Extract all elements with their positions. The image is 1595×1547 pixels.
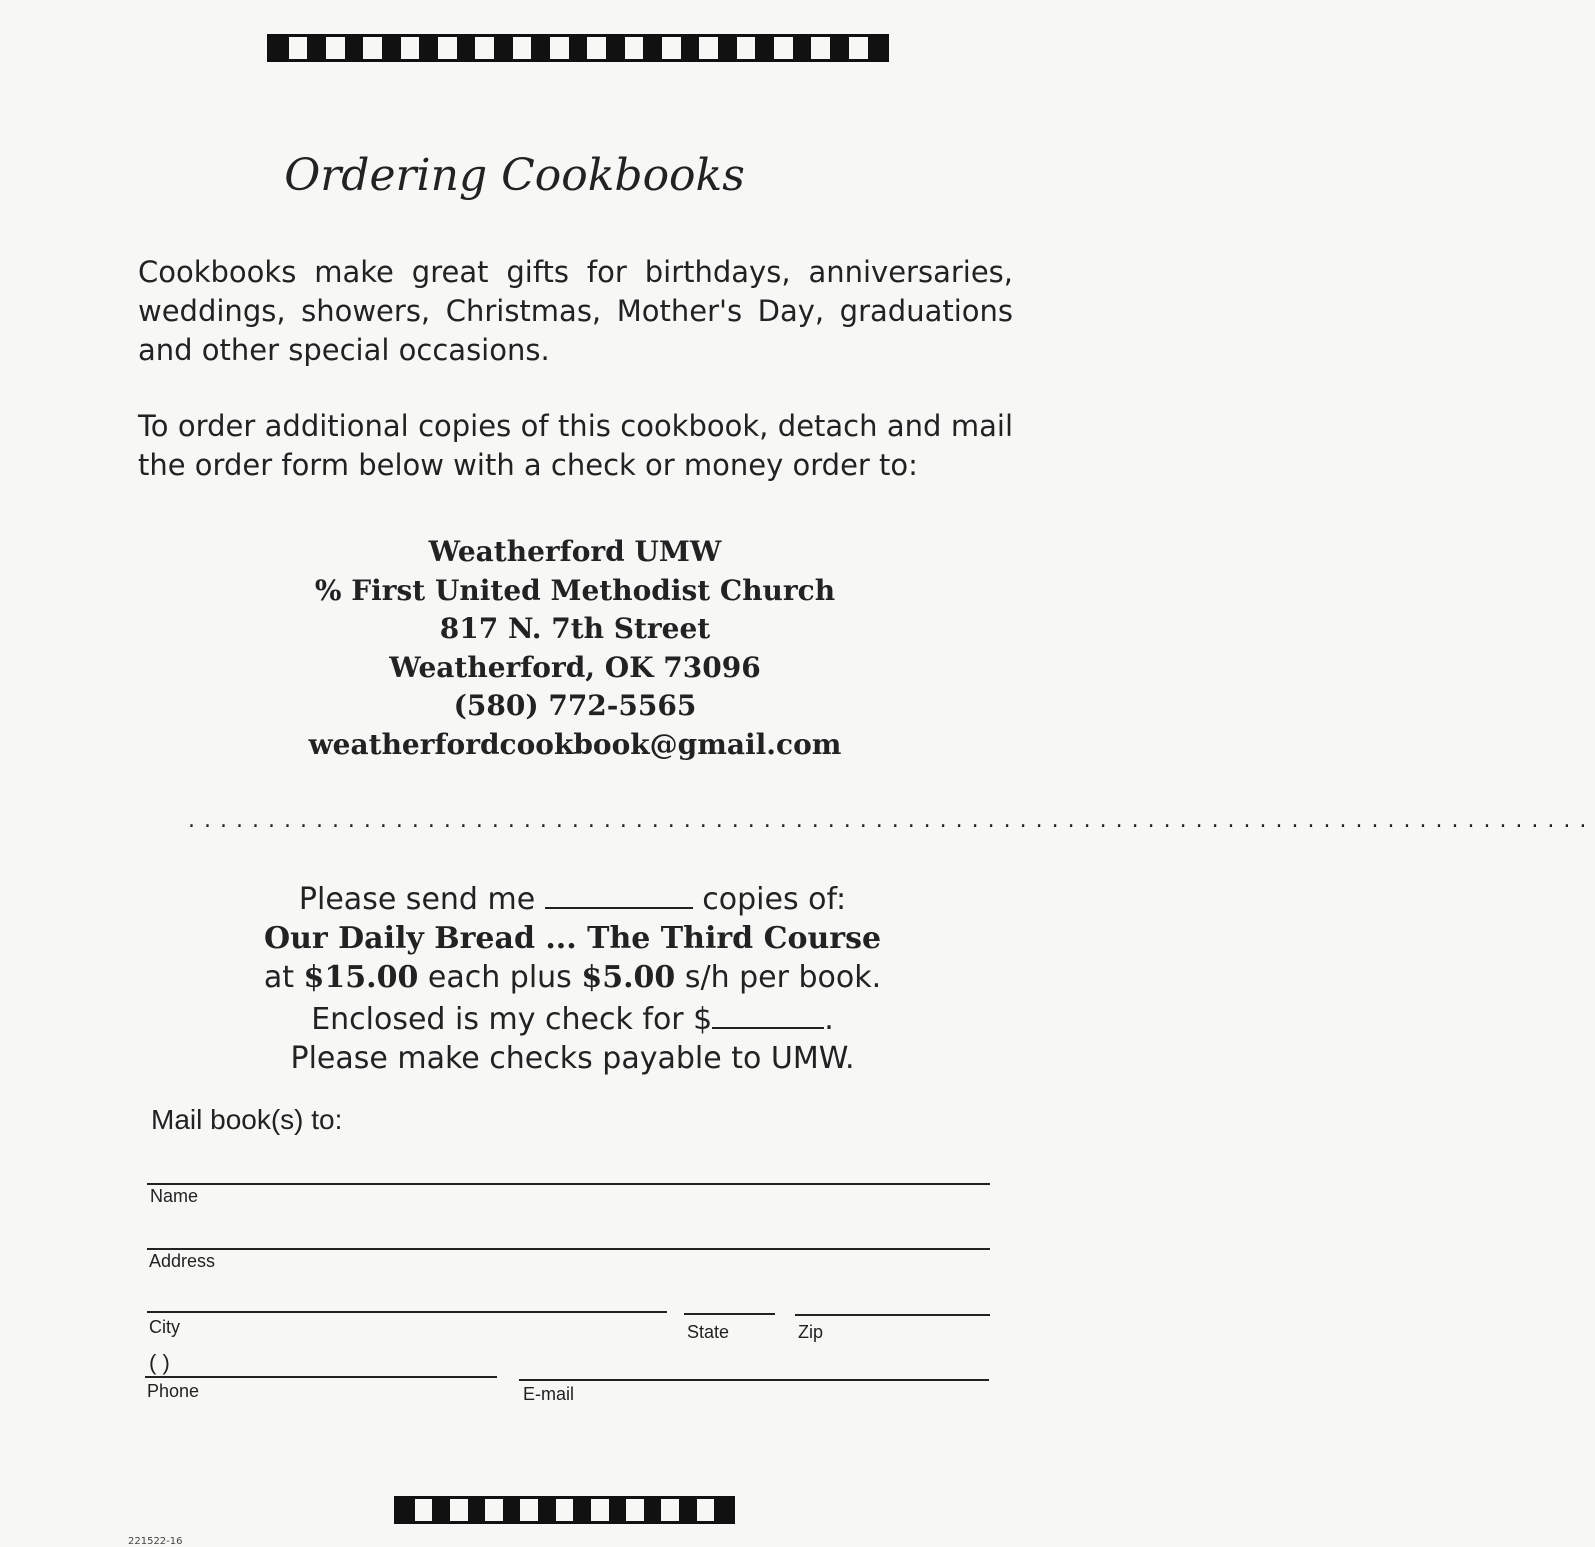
checker-square	[569, 37, 588, 59]
mail-to-label: Mail book(s) to:	[151, 1104, 343, 1135]
checker-square	[270, 37, 289, 59]
checker-square	[556, 1499, 574, 1521]
check-amount-blank[interactable]	[712, 997, 824, 1029]
price: $15.00	[303, 960, 419, 995]
address-phone: (580) 772-5565	[453, 689, 697, 722]
checker-square	[573, 1499, 591, 1521]
intro-paragraph: Cookbooks make great gifts for birthdays, anniversaries, weddings, showers, Christmas, Mother's Day, graduations and other special occasions.	[138, 255, 1013, 367]
check-prefix: Enclosed is my check for $	[311, 1002, 713, 1037]
checker-square	[289, 37, 308, 59]
address-label: Address	[149, 1251, 216, 1271]
checker-square	[494, 37, 513, 59]
checker-square	[485, 1499, 503, 1521]
payable-note: Please make checks payable to UMW.	[290, 1041, 855, 1076]
checker-square	[811, 37, 830, 59]
checker-square	[849, 37, 868, 59]
checker-square	[662, 37, 681, 59]
name-label: Name	[150, 1186, 199, 1206]
checker-square	[363, 37, 382, 59]
email-line[interactable]	[519, 1379, 989, 1381]
book-title: Our Daily Bread ... The Third Course	[263, 921, 882, 956]
checker-square	[626, 1499, 644, 1521]
address-email: weatherfordcookbook@gmail.com	[308, 727, 842, 761]
checker-square	[503, 1499, 521, 1521]
price-middle: each plus	[427, 960, 572, 995]
mailing-address	[0, 533, 1150, 764]
state-label: State	[687, 1322, 730, 1342]
address-org: Weatherford UMW	[428, 535, 722, 568]
phone-line[interactable]	[145, 1376, 497, 1378]
checker-square	[718, 37, 737, 59]
checker-square	[475, 37, 494, 59]
checker-square	[681, 37, 700, 59]
city-line[interactable]	[147, 1311, 667, 1313]
name-line[interactable]	[147, 1183, 990, 1185]
checker-square	[714, 1499, 732, 1521]
checker-square	[415, 1499, 433, 1521]
checker-square	[520, 1499, 538, 1521]
state-line[interactable]	[684, 1313, 775, 1315]
checker-square	[868, 37, 887, 59]
checker-square	[793, 37, 812, 59]
checker-square	[450, 1499, 468, 1521]
checker-square	[661, 1499, 679, 1521]
price-prefix: at	[263, 960, 294, 995]
checker-square	[307, 37, 326, 59]
address-street: 817 N. 7th Street	[439, 612, 711, 645]
address-city: Weatherford, OK 73096	[389, 650, 761, 684]
checker-square	[550, 37, 569, 59]
checker-square	[697, 1499, 715, 1521]
send-prefix: Please send me	[298, 882, 536, 917]
checker-square	[457, 37, 476, 59]
send-suffix: copies of:	[702, 882, 847, 917]
checker-border-bottom	[394, 1496, 735, 1524]
phone-parens: ( )	[149, 1350, 170, 1375]
checker-square	[609, 1499, 627, 1521]
checker-square	[699, 37, 718, 59]
order-form-text	[0, 877, 1145, 1078]
checker-square	[679, 1499, 697, 1521]
checker-square	[755, 37, 774, 59]
checker-square	[513, 37, 532, 59]
email-label: E-mail	[523, 1384, 575, 1404]
address-care-of: % First United Methodist Church	[314, 573, 836, 607]
checker-square	[345, 37, 364, 59]
checker-square	[538, 1499, 556, 1521]
checker-square	[468, 1499, 486, 1521]
checker-square	[432, 1499, 450, 1521]
checker-square	[591, 1499, 609, 1521]
print-code: 221522-16	[128, 1536, 183, 1547]
checker-square	[401, 37, 420, 59]
address-line[interactable]	[147, 1248, 990, 1250]
checker-square	[643, 37, 662, 59]
price-suffix: s/h per book.	[684, 960, 882, 995]
checker-square	[625, 37, 644, 59]
checker-square	[606, 37, 625, 59]
zip-line[interactable]	[795, 1314, 990, 1316]
city-label: City	[149, 1317, 180, 1337]
checker-square	[419, 37, 438, 59]
checker-square	[587, 37, 606, 59]
copies-blank[interactable]	[545, 877, 693, 909]
phone-label: Phone	[147, 1381, 200, 1401]
checker-square	[397, 1499, 415, 1521]
checker-square	[644, 1499, 662, 1521]
checker-square	[774, 37, 793, 59]
check-suffix: .	[824, 1002, 834, 1037]
checker-square	[438, 37, 457, 59]
page-title: Ordering Cookbooks	[284, 150, 745, 201]
zip-label: Zip	[798, 1322, 824, 1342]
shipping-price: $5.00	[581, 960, 676, 995]
checker-square	[830, 37, 849, 59]
checker-border-top	[267, 34, 889, 62]
instructions-paragraph: To order additional copies of this cookbook, detach and mail the order form below with a check or money order to:	[138, 409, 1013, 482]
checker-square	[531, 37, 550, 59]
detach-dotted-line: ........................................................................................	[188, 808, 1595, 833]
checker-square	[326, 37, 345, 59]
checker-square	[737, 37, 756, 59]
checker-square	[382, 37, 401, 59]
